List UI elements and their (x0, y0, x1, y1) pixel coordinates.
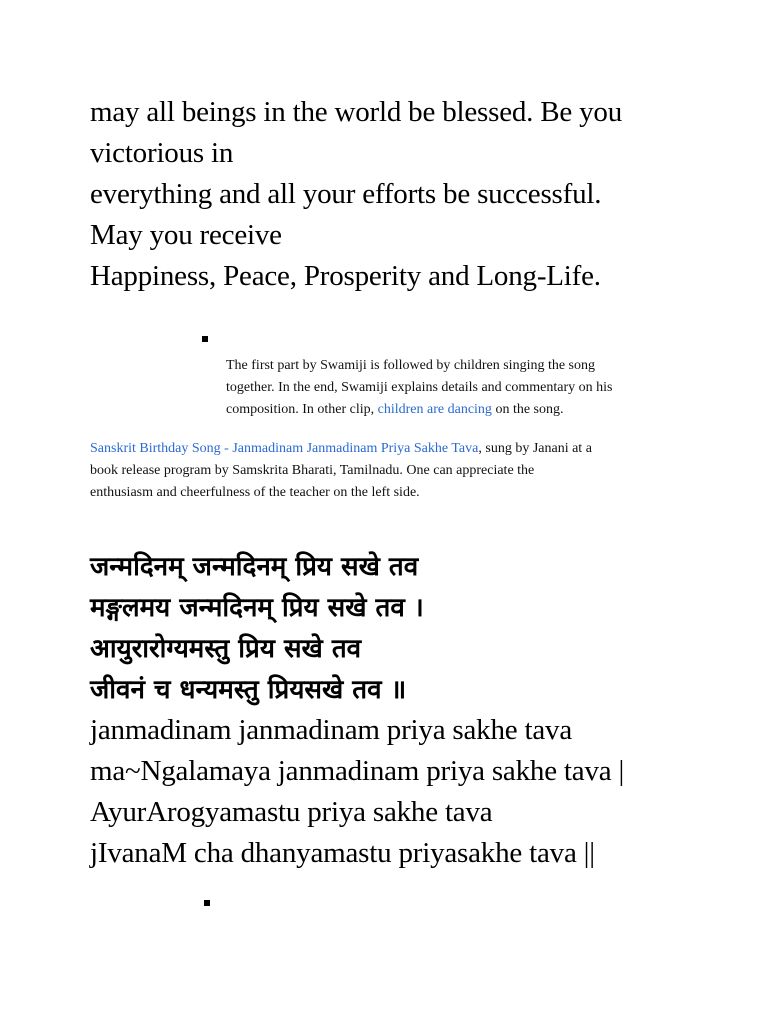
bullet-paragraph (226, 355, 696, 421)
video-line1-suffix: , sung by Janani at a (478, 441, 592, 456)
bullet-paragraph-line-3 (226, 399, 696, 421)
birthday-song-video-link[interactable]: Sanskrit Birthday Song - Janmadinam Janmadinam Priya Sakhe Tava (90, 441, 479, 456)
video-paragraph (90, 438, 710, 504)
devanagari-line-1: जन्मदिनम् जन्मदिनम् प्रिय सखे तव (90, 552, 419, 582)
devanagari-line-3: आयुरारोग्यमस्तु प्रिय सखे तव (90, 634, 362, 664)
blessing-line-2: victorious in (90, 137, 234, 169)
bullet-marker-2 (204, 900, 210, 906)
blessing-line-5: Happiness, Peace, Prosperity and Long-Life. (90, 260, 601, 292)
transliteration-line-4: jIvanaM cha dhanyamastu priyasakhe tava || (90, 837, 595, 869)
transliteration-line-2: ma~Ngalamaya janmadinam priya sakhe tava | (90, 755, 625, 787)
video-paragraph-line-1 (90, 438, 710, 460)
bullet-paragraph-line-2: together. In the end, Swamiji explains details and commentary on his (226, 380, 613, 395)
bullet-marker (202, 336, 208, 342)
video-paragraph-line-3: enthusiasm and cheerfulness of the teacher on the left side. (90, 485, 420, 500)
children-dancing-link[interactable]: children are dancing (377, 402, 492, 417)
devanagari-line-2: मङ्गलमय जन्मदिनम् प्रिय सखे तव । (90, 593, 424, 623)
video-paragraph-line-2: book release program by Samskrita Bharati, Tamilnadu. One can appreciate the (90, 463, 535, 478)
blessing-line-3: everything and all your efforts be successful. (90, 178, 602, 210)
line3-suffix: on the song. (491, 402, 564, 417)
blessing-line-4: May you receive (90, 219, 282, 251)
blessing-line-1: may all beings in the world be blessed. Be you (90, 96, 623, 128)
line3-prefix: composition. In other clip, (226, 402, 378, 417)
bullet-paragraph-line-1: The first part by Swamiji is followed by children singing the song (226, 358, 596, 373)
transliteration-line-3: AyurArogyamastu priya sakhe tava (90, 796, 493, 828)
devanagari-line-4: जीवनं च धन्यमस्तु प्रियसखे तव ॥ (90, 675, 407, 705)
transliteration-line-1: janmadinam janmadinam priya sakhe tava (90, 714, 573, 746)
